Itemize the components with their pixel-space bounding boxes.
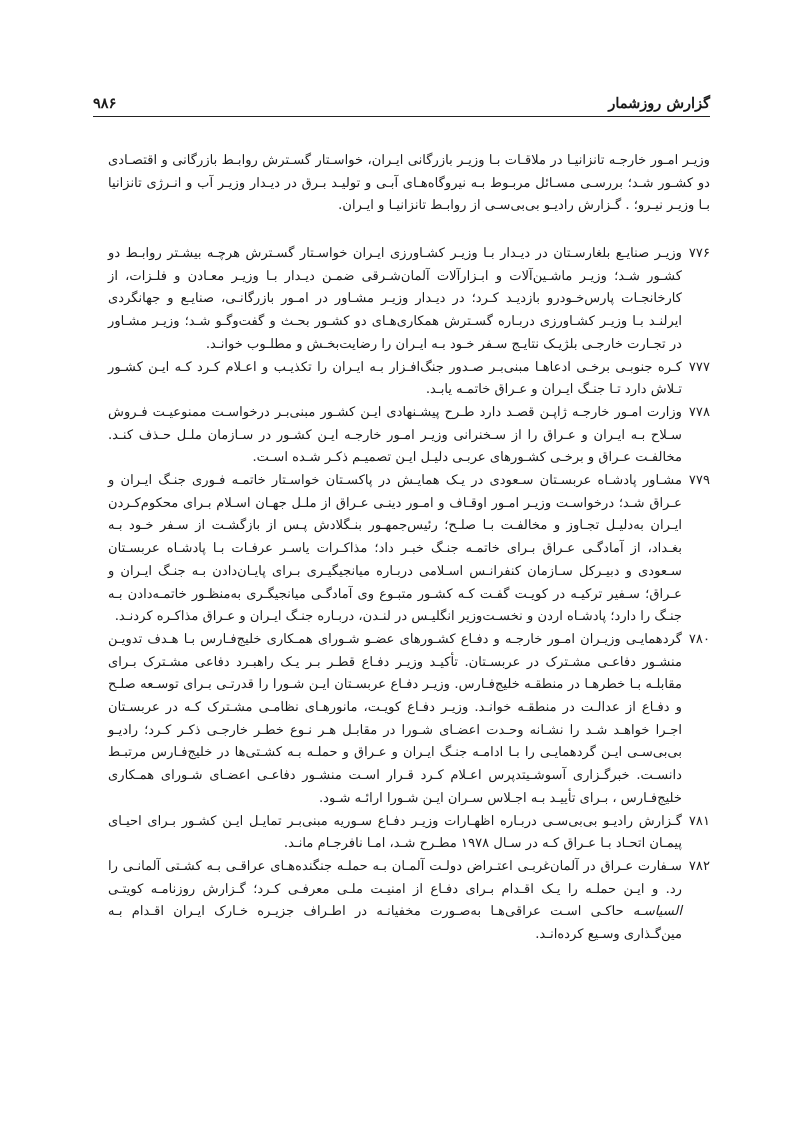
entry-text: مشـاور پادشـاه عربسـتان سـعودی در یـک همایـش در پاکسـتان خواسـتار خاتمـه فـوری جنـگ ایـران و عـراق شـد؛ درخواسـت وزیـر امـور اوقـاف و امـور دینـی عـراق از ملـل جهـان اسـلام بـرای محکوم‌کـردن ایـران به‌دلیـل تجـاوز و مخالفـت بـا صلـح؛ رئیس‌جمهـور بنـگلادش پـس از بازگشـت از سـفر خـود بـه بغـداد، از آمادگـی عـراق بـرای خاتمـه جنـگ خبـر داد؛ مذاکـرات یاسـر عرفـات بـا پادشـاه عربسـتان سـعودی و دبیـرکل سـازمان کنفرانـس اسـلامی دربـاره میانجیگیـری بـرای پایـان‌دادن بـه جنـگ ایـران و عـراق؛ سـفیر ترکیـه در کویـت گفـت کـه کشـور متبـوع وی آمادگـی میانجیگـری به‌منظـور خاتمـه‌دادن بـه جنـگ را دارد؛ پادشـاه اردن و نخسـت‌وزیر انگلیـس در لنـدن، دربـاره جنـگ ایـران و عـراق مذاکـره کردنـد. [108, 473, 682, 625]
running-header [93, 86, 710, 112]
entry-780 [93, 629, 710, 811]
entry-text: وزارت امـور خارجـه ژاپـن قصـد دارد طـرح پیشـنهادی ایـن کشـور مبنی‌بـر درخواسـت ممنوعیـت فـروش سـلاح بـه ایـران و عـراق را از سـخنرانی وزیـر امـور خارجـه ایـن کشـور در سـازمان ملـل حـذف کنـد. مخالفـت عـراق و برخـی کشـورهای عربـی دلیـل ایـن تصمیـم ذکـر شـده اسـت. [108, 404, 682, 466]
header-rule [93, 116, 710, 117]
entry-number: ۷۸۲ [688, 858, 710, 874]
entry-number: ۷۸۰ [688, 631, 710, 647]
page-number: ۹۸۶ [93, 95, 117, 112]
entry-776 [93, 243, 710, 357]
newspaper-name: السیاسـه [632, 904, 682, 920]
entry-782 [93, 856, 710, 947]
entry-778 [93, 402, 710, 470]
entry-text: کـره جنوبـی برخـی ادعاهـا مبنی‌بـر صـدور جنگ‌افـزار بـه ایـران را تکذیـب و اعـلام کـرد کـه ایـن کشـور تـلاش دارد تـا جنـگ ایـران و عـراق خاتمـه یابـد. [108, 359, 682, 398]
entry-number: ۷۷۶ [688, 246, 710, 261]
entry-text-part: سـفارت عـراق در آلمان‌غربـی اعتـراض دولـت آلمـان بـه حملـه جنگنده‌هـای عراقـی بـه کشـتی آلمانـی را رد. و ایـن حملـه را یـک اقـدام بـرای دفـاع از امنیـت ملـی معرفـی کـرد؛ گـزارش روزنامـه کویتـی [108, 858, 682, 897]
entry-779 [93, 470, 710, 629]
entry-number: ۷۷۷ [688, 359, 710, 375]
entry-777 [93, 357, 710, 402]
entry-number: ۷۸۱ [688, 813, 710, 829]
entry-text: گـزارش رادیـو بی‌بی‌سـی دربـاره اظهـارات وزیـر دفـاع سـوریه مبنی‌بـر تمایـل ایـن کشـور بـرای احیـای پیمـان اتحـاد بـا عـراق کـه در سـال ۱۹۷۸ مطـرح شـد، امـا نافرجـام مانـد. [108, 813, 682, 852]
entry-text-part: حاکـی اسـت عراقی‌هـا به‌صـورت مخفیانـه در اطـراف جزیـره خـارک ایـران اقـدام بـه مین‌گـذاری وسـیع کرده‌انـد. [108, 904, 682, 943]
entry-781 [93, 811, 710, 856]
entry-number: ۷۷۸ [688, 404, 710, 420]
running-title: گزارش روزشمار [608, 95, 710, 112]
entry-text: گردهمایـی وزیـران امـور خارجـه و دفـاع کشـورهای عضـو شـورای همـکاری خلیج‌فـارس بـا هـدف تدویـن منشـور دفاعـی مشـترک در عربسـتان. تأکیـد وزیـر دفـاع قطـر بـر یـک راهبـرد دفاعی مشـترک بـرای مقابلـه بـا خطرهـا در منطقـه خلیج‌فـارس. وزیـر دفـاع عربسـتان ایـن شـورا را قدرتـی بـرای توسـعه صلـح و دفـاع از عدالـت در منطقـه خوانـد. وزیـر دفـاع کویـت، مانورهـای نظامـی مشـترک کـه در عربسـتان اجـرا خواهـد شـد را نشـانه وحـدت اعضـای شـورا در مقابـل هـر نـوع خطـر خارجـی ذکـر کـرد؛ رادیـو بی‌بی‌سـی ایـن گردهمایـی را بـا ادامـه جنـگ ایـران و عـراق و حملـه بـه کشـتی‌ها در خلیج‌فـارس مرتبـط دانسـت. خبرگـزاری آسوشـیتدپرس اعـلام کـرد قـرار اسـت منشـور دفاعـی اعضـای شـورای همـکاری خلیج‌فـارس ، بـرای تأییـد بـه اجـلاس سـران ایـن شـورا ارائـه شـود. [108, 631, 682, 806]
entry-list [93, 243, 710, 947]
entry-text: وزیـر صنایـع بلغارسـتان در دیـدار بـا وزیـر کشـاورزی ایـران خواسـتار گسـترش هرچـه بیشـتر روابـط دو کشـور شـد؛ وزیـر ماشـین‌آلات و ابـزارآلات آلمان‌شـرقی ضمـن دیـدار بـا وزیـر معـادن و فلـزات، از کارخانجـات پارس‌خـودرو بازدیـد کـرد؛ در دیـدار وزیـر مشـاور در امـور بازرگانـی، صنایـع و جهانگردی ایرلنـد بـا وزیـر کشـاورزی دربـاره گسـترش همکاری‌هـای دو کشـور بحـث و گفت‌وگـو شـد؛ وزیـر مشـاور در تجـارت خارجـی بلژیـک نتایـج سـفر خـود بـه ایـران را رضایت‌بخـش و مطلـوب خوانـد. [108, 246, 682, 352]
entry-text [108, 856, 682, 947]
entry-number: ۷۷۹ [688, 473, 710, 489]
continued-paragraph: وزیـر امـور خارجـه تانزانیـا در ملاقـات بـا وزیـر بازرگانی ایـران، خواسـتار گسـترش روابـط بازرگانی و اقتصـادی دو کشـور شـد؛ بررسـی مسـائل مربـوط بـه نیروگاه‌هـای آبـی و تولیـد بـرق در دیـدار وزیـر آب و انـرژی تانزانیا بـا وزیـر نیـرو؛ . گـزارش رادیـو بی‌بی‌سـی از روابـط تانزانیـا و ایـران. [108, 153, 710, 214]
